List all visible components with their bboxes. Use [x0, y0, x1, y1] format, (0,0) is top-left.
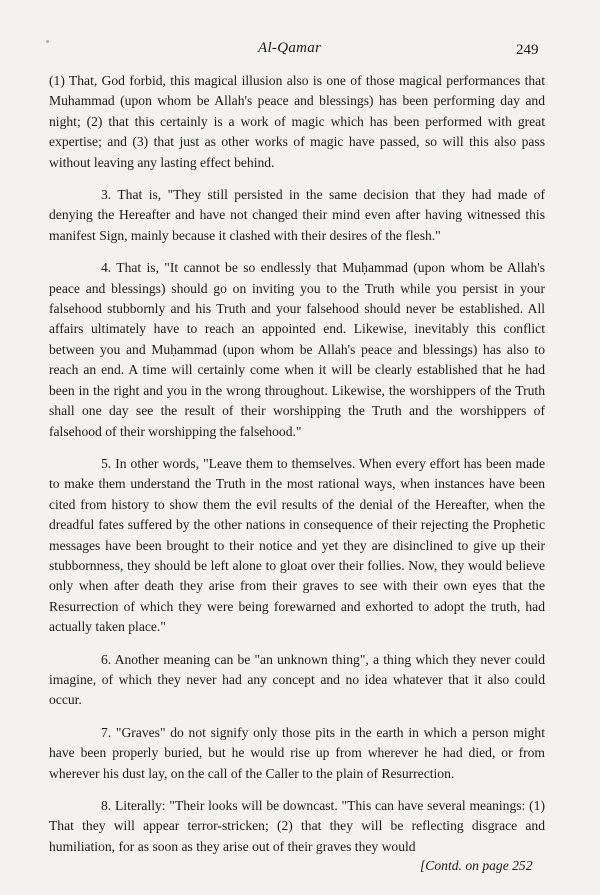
note-8: 8. Literally: "Their looks will be downcast. "This can have several meanings: (1) That they will appear terror-stricken; (2) that they will be reflecting disgrace and humiliation, for as soon as they arise out of their graves they would [49, 798, 545, 854]
running-header [0, 40, 600, 64]
note-7: 7. "Graves" do not signify only those pits in the earth in which a person might have been properly buried, but he would rise up from wherever he had died, or from wherever his dust lay, on the call of the Caller to the plain of Resurrection. [49, 724, 545, 781]
note-4: 4. That is, "It cannot be so endlessly that Muḥammad (upon whom be Allah's peace and blessings) should go on inviting you to the Truth while you persist in your falsehood stubbornly and his Truth and your falsehood should never be established. All affairs ultimately have to reach an appointed end. Likewise, inevitably this conflict between you and Muḥammad (upon whom be Allah's peace and blessings) has also to reach an end. A time will certainly come when it will be clearly established that he had been in the right and you in the wrong throughout. Likewise, the worshippers of the Truth shall one day see the result of their worshipping the Truth and the worshippers of falsehood of their worshipping the falsehood." [49, 260, 545, 439]
note-6: 6. Another meaning can be "an unknown thing", a thing which they never could imagine, of which they never had any concept and no idea whatever that it also could occur. [49, 651, 545, 708]
note-paragraph-continued: (1) That, God forbid, this magical illusion also is one of those magical performances that Muhammad (upon whom be Allah's peace and blessings) has been performing day and night; (2) that this certainly is a work of magic which has been performed with great expertise; and (3) that just as other works of magic have passed, so will this also pass without leaving any lasting effect behind. [49, 73, 545, 170]
note-3: 3. That is, "They still persisted in the same decision that they had made of denying the Hereafter and have not changed their mind even after having witnessed this manifest Sign, mainly because it clashed with their desires of the flesh." [49, 187, 545, 243]
chapter-title: Al-Qamar [258, 40, 322, 56]
body-text [49, 71, 545, 857]
page-number: 249 [516, 42, 539, 58]
note-5: 5. In other words, "Leave them to themselves. When every effort has been made to make them understand the Truth in the most rational ways, when instances have been cited from history to show them the evil results of the denial of the Hereafter, when the dreadful fates suffered by the other nations in consequence of their rejecting the Prophetic messages have been brought to their notice and yet they are disinclined to give up their stubbornness, they should be left alone to gloat over their follies. Now, they would believe only when after death they arise from their graves to see with their own eyes that the Resurrection of which they were being forewarned and exhorted to adopt the truth, had actually taken place." [49, 455, 545, 635]
continuation-note: [Contd. on page 252 [420, 858, 533, 873]
